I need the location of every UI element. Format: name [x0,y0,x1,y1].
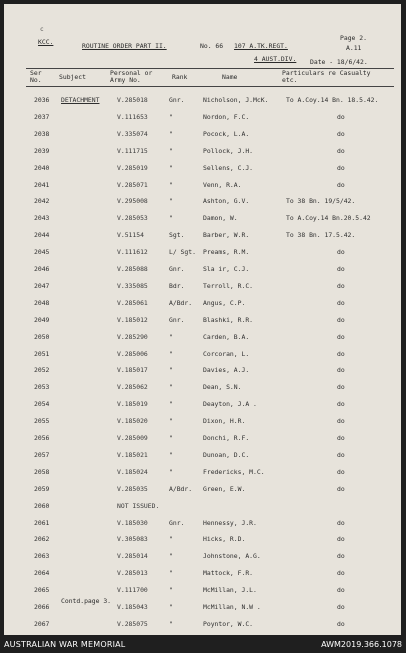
rank-cell: " [169,180,173,189]
table-row [4,366,401,383]
rank-cell: Bdr. [169,281,185,290]
serial-number: 2043 [34,214,50,223]
table-row [4,468,401,485]
footer-bar [0,638,406,653]
particulars-cell: do [337,281,345,290]
name-cell: Pollock, J.H. [203,146,254,155]
serial-number: 2066 [34,603,50,611]
serial-number: 2051 [34,349,50,358]
appendix-ref: A.11 [346,44,362,52]
army-number: V.111612 [117,248,148,257]
col-particulars: Particulars re Casualty etc. [282,69,371,84]
table-row [4,96,401,113]
rank-cell: " [169,146,173,155]
serial-number: 2053 [34,383,50,392]
serial-number: 2050 [34,332,50,341]
particulars-cell: do [337,265,345,273]
name-cell: Fredericks, M.C. [203,467,265,476]
footer-accession: AWM2019.366.1078 [321,640,402,649]
rank-cell: " [169,197,173,206]
serial-number: 2040 [34,163,50,172]
name-cell: Davies, A.J. [203,366,250,375]
serial-number: 2064 [34,569,50,578]
army-number: V.285006 [117,349,148,358]
army-number: V.111700 [117,586,148,595]
name-cell: Deayton, J.A . [203,400,257,409]
army-number: V.335074 [117,129,148,138]
army-number: V.185030 [117,518,148,527]
name-cell: Johnstone, A.G. [203,552,261,561]
name-cell: Angus, C.P. [203,298,246,307]
particulars-cell: do [337,383,345,392]
army-number: V.295008 [117,197,148,206]
order-date: Date - 18/6/42. [310,58,368,66]
serial-number: 2058 [34,467,50,476]
particulars-cell: do [337,603,345,611]
punch-mark: c [40,26,44,33]
table-row [4,299,401,316]
name-cell: Corcoran, L. [203,349,250,358]
name-cell: Poyntor, W.C. [203,619,254,628]
particulars-cell: do [337,467,345,476]
order-number: No. 66 [200,42,224,50]
rank-cell: " [169,332,173,341]
particulars-cell: do [337,298,345,307]
army-number: V.285014 [117,552,148,561]
serial-number: 2042 [34,197,50,206]
name-cell: Carden, B.A. [203,332,250,341]
rank-cell: " [169,129,173,138]
particulars-cell: do [337,569,345,578]
name-cell: Ashton, G.V. [203,197,250,206]
particulars-cell: do [337,349,345,358]
particulars-cell: do [337,484,345,493]
particulars-cell: do [337,163,345,172]
particulars-cell: do [337,146,345,155]
particulars-cell: do [337,366,345,375]
table-row [4,569,401,586]
particulars-cell: do [337,619,345,628]
army-number: V.285062 [117,383,148,392]
rank-cell: A/Bdr. [169,298,193,307]
col-name: Name [222,73,238,81]
name-cell: Nicholson, J.McK. [203,96,269,104]
serial-number: 2046 [34,265,50,273]
table-row [4,383,401,400]
rank-cell: " [169,450,173,459]
table-row [4,519,401,536]
serial-number: 2059 [34,484,50,493]
army-number: V.285290 [117,332,148,341]
name-cell: Sellens, C.J. [203,163,254,172]
name-cell: Terroll, R.C. [203,281,254,290]
particulars-cell: do [337,535,345,544]
army-number: V.185019 [117,400,148,409]
rank-cell: " [169,603,173,611]
header-rule-bottom [26,86,394,87]
serial-number: 2067 [34,619,50,628]
rank-cell: Gnr. [169,96,185,104]
col-rank: Rank [172,73,188,81]
rank-cell: Gnr. [169,518,185,527]
rank-cell: " [169,112,173,121]
army-number: V.285053 [117,214,148,223]
col-subject: Subject [59,73,86,81]
table-row [4,350,401,367]
name-cell: Sla ir, C.J. [203,265,250,273]
name-cell: Mattock, F.R. [203,569,254,578]
name-cell: Dixon, H.R. [203,417,246,426]
serial-number: 2062 [34,535,50,544]
particulars-cell: do [337,332,345,341]
army-number: V.305083 [117,535,148,544]
army-number: V.185021 [117,450,148,459]
rank-cell: Gnr. [169,315,185,324]
serial-number: 2041 [34,180,50,189]
name-cell: McMillan, J.L. [203,586,257,595]
table-row [4,333,401,350]
table-row [4,113,401,130]
particulars-cell: do [337,180,345,189]
division-name: 4 AUST.DIV. [254,55,297,63]
rank-cell: " [169,417,173,426]
table-row [4,417,401,434]
particulars-cell: To 38 Bn. 19/5/42. [286,197,356,206]
table-row [4,214,401,231]
unit-name: 107 A.TK.REGT. [234,42,288,50]
army-number: V.185012 [117,315,148,324]
army-number: V.285088 [117,265,148,273]
serial-number: 2045 [34,248,50,257]
particulars-cell: do [337,400,345,409]
name-cell: Dean, S.N. [203,383,242,392]
rank-cell: L/ Sgt. [169,248,196,257]
particulars-cell: do [337,552,345,561]
table-row [4,282,401,299]
army-number: V.285019 [117,163,148,172]
serial-number: 2037 [34,112,50,121]
particulars-cell: To A.Coy.14 Bn. 18.5.42. [286,96,379,104]
particulars-cell: To 38 Bn. 17.5.42. [286,231,356,240]
rank-cell: " [169,535,173,544]
reference-code: KCC. [38,38,54,46]
particulars-cell: do [337,112,345,121]
army-number: V.285018 [117,96,148,104]
serial-number: 2060 [34,501,50,510]
serial-number: 2048 [34,298,50,307]
name-cell: Barber, W.R. [203,231,250,240]
table-row [4,147,401,164]
serial-number: 2049 [34,315,50,324]
name-cell: Dunoan, D.C. [203,450,250,459]
rank-cell: " [169,586,173,595]
name-cell: Preams, R.M. [203,248,250,257]
rank-cell: " [169,467,173,476]
serial-number: 2047 [34,281,50,290]
particulars-cell: To A.Coy.14 Bn.20.5.42 [286,214,371,223]
name-cell: Pocock, L.A. [203,129,250,138]
serial-number: 2055 [34,417,50,426]
table-row [4,603,401,620]
rank-cell: Sgt. [169,231,185,240]
subject-cell: DETACHMENT [61,96,100,104]
particulars-cell: do [337,450,345,459]
serial-number: 2061 [34,518,50,527]
particulars-cell: do [337,518,345,527]
army-number: V.185020 [117,417,148,426]
continued-note: Contd.page 3. [61,597,112,605]
table-row [4,130,401,147]
rank-cell: " [169,214,173,223]
army-number: V.185017 [117,366,148,375]
rank-cell: A/Bdr. [169,484,193,493]
particulars-cell: do [337,315,345,324]
rank-cell: " [169,163,173,172]
table-row [4,485,401,502]
army-number: NOT ISSUED. [117,501,160,510]
rank-cell: " [169,383,173,392]
col-ser-no: Ser No. [30,69,42,84]
name-cell: Donchi, R.F. [203,434,250,442]
rank-cell: " [169,552,173,561]
table-row [4,265,401,282]
table-row [4,164,401,181]
col-army-no: Personal or Army No. [110,69,153,84]
name-cell: Venn, R.A. [203,180,242,189]
table-row [4,400,401,417]
serial-number: 2065 [34,586,50,595]
serial-number: 2044 [34,231,50,240]
army-number: V.285071 [117,180,148,189]
serial-number: 2063 [34,552,50,561]
table-row [4,451,401,468]
army-number: V.185043 [117,603,148,611]
name-cell: Green, E.W. [203,484,246,493]
army-number: V.111653 [117,112,148,121]
serial-number: 2054 [34,400,50,409]
serial-number: 2057 [34,450,50,459]
serial-number: 2038 [34,129,50,138]
army-number: V.185024 [117,467,148,476]
serial-number: 2039 [34,146,50,155]
name-cell: McMillan, N.W . [203,603,261,611]
army-number: V.51154 [117,231,144,240]
serial-number: 2036 [34,96,50,104]
serial-number: 2052 [34,366,50,375]
rank-cell: " [169,619,173,628]
document-page [4,4,401,635]
page-number: Page 2. [340,34,367,42]
table-row [4,502,401,519]
footer-institution: AUSTRALIAN WAR MEMORIAL [4,640,126,649]
rank-cell: " [169,349,173,358]
rank-cell: " [169,434,173,442]
table-row [4,181,401,198]
particulars-cell: do [337,586,345,595]
table-row [4,248,401,265]
particulars-cell: do [337,417,345,426]
name-cell: Damon, W. [203,214,238,223]
table-row [4,231,401,248]
table-row [4,434,401,451]
army-number: V.111715 [117,146,148,155]
army-number: V.285075 [117,619,148,628]
particulars-cell: do [337,248,345,257]
rank-cell: Gnr. [169,265,185,273]
army-number: V.335085 [117,281,148,290]
rank-cell: " [169,569,173,578]
name-cell: Blashki, R.R. [203,315,254,324]
army-number: V.285061 [117,298,148,307]
serial-number: 2056 [34,434,50,442]
rank-cell: " [169,400,173,409]
rank-cell: " [169,366,173,375]
army-number: V.285009 [117,434,148,442]
order-title: ROUTINE ORDER PART II. [82,42,167,50]
table-row [4,197,401,214]
name-cell: Nordon, F.C. [203,112,250,121]
name-cell: Hennessy, J.R. [203,518,257,527]
army-number: V.285035 [117,484,148,493]
table-row [4,535,401,552]
army-number: V.285013 [117,569,148,578]
particulars-cell: do [337,434,345,442]
table-row [4,552,401,569]
particulars-cell: do [337,129,345,138]
name-cell: Hicks, R.D. [203,535,246,544]
table-row [4,316,401,333]
table-row [4,620,401,635]
